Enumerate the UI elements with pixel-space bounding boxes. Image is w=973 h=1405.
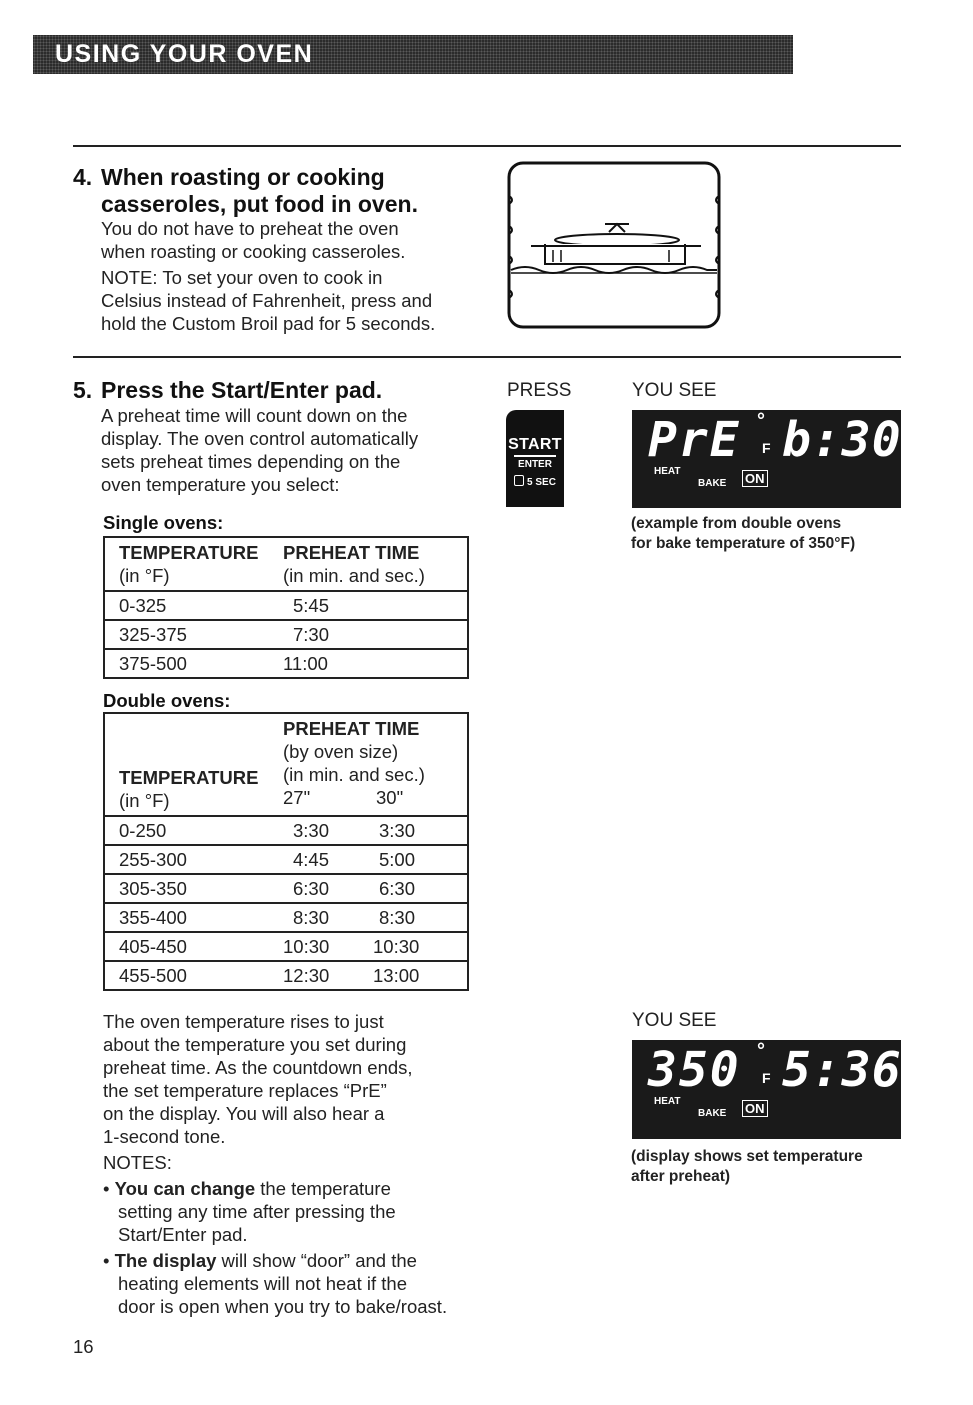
time-27-cell: 3:30 xyxy=(283,816,373,845)
display-degree: ° xyxy=(757,410,765,432)
temp-cell: 455-500 xyxy=(104,961,283,990)
bullet-icon: • xyxy=(103,1250,110,1271)
caption-line: after preheat) xyxy=(631,1168,731,1185)
temp-cell: 375-500 xyxy=(104,649,283,678)
step-5-body xyxy=(101,404,418,496)
time-cell: 5:45 xyxy=(283,591,468,620)
display-left-digits: PrE xyxy=(648,412,741,468)
header-temperature: TEMPERATURE xyxy=(119,542,259,563)
size-27-label: 27" xyxy=(283,787,311,808)
step-5-body-line: sets preheat times depending on the xyxy=(101,451,401,472)
time-27-cell: 8:30 xyxy=(283,903,373,932)
time-27-cell: 6:30 xyxy=(283,874,373,903)
single-ovens-table xyxy=(103,536,469,679)
header-oven-size: (by oven size) xyxy=(283,741,399,762)
table-row xyxy=(104,961,468,990)
pad-lock-row xyxy=(506,475,564,488)
note-1-line: setting any time after pressing the xyxy=(118,1201,396,1222)
time-30-cell: 8:30 xyxy=(373,903,468,932)
header-cell-preheat-time xyxy=(283,713,468,816)
note-2-line: heating elements will not heat if the xyxy=(118,1273,407,1294)
step-5-title: Press the Start/Enter pad. xyxy=(101,377,383,403)
pad-divider xyxy=(514,455,556,457)
pad-sec-label: 5 SEC xyxy=(527,477,556,488)
header-preheat-time: PREHEAT TIME xyxy=(283,718,420,739)
display-degree: ° xyxy=(757,1040,765,1062)
display-heat-indicator: HEAT xyxy=(654,1096,681,1107)
note-line: To set your oven to cook in xyxy=(157,267,383,288)
after-text-line: the set temperature replaces “PrE” xyxy=(103,1080,387,1101)
time-27-cell: 4:45 xyxy=(283,845,373,874)
oven-size-labels xyxy=(283,786,467,809)
header-cell-preheat-time xyxy=(283,537,468,591)
note-2-text: will show “door” and the xyxy=(216,1250,417,1271)
bullet-icon: • xyxy=(103,1178,110,1199)
display-on-indicator: ON xyxy=(742,1100,768,1117)
start-enter-pad[interactable] xyxy=(506,410,564,507)
table-row xyxy=(104,932,468,961)
display-bake-indicator: BAKE xyxy=(698,478,727,489)
note-2-line: door is open when you try to bake/roast. xyxy=(118,1296,448,1317)
time-30-cell: 3:30 xyxy=(373,816,468,845)
temp-cell: 0-250 xyxy=(104,816,283,845)
display-right-digits: b:30 xyxy=(782,412,902,468)
display-left-digits: 350 xyxy=(648,1042,741,1098)
table-row xyxy=(104,591,468,620)
note-line: hold the Custom Broil pad for 5 seconds. xyxy=(101,313,436,334)
table-header-row xyxy=(104,713,468,816)
step-4-title-line2: casseroles, put food in oven. xyxy=(101,191,418,217)
header-temperature-unit: (in °F) xyxy=(119,790,170,811)
step-4-number: 4. xyxy=(73,164,93,190)
header-cell-temperature xyxy=(104,713,283,816)
display-2-caption xyxy=(631,1147,863,1187)
temp-cell: 305-350 xyxy=(104,874,283,903)
step-5-body-line: A preheat time will count down on the xyxy=(101,405,408,426)
note-line: Celsius instead of Fahrenheit, press and xyxy=(101,290,433,311)
note-1-bold: You can change xyxy=(114,1178,256,1199)
display-f: F xyxy=(762,1070,771,1086)
step-5-body-line: display. The oven control automatically xyxy=(101,428,419,449)
section-header-bar xyxy=(33,35,793,74)
header-preheat-time-unit: (in min. and sec.) xyxy=(283,764,425,785)
you-see-label-2: YOU SEE xyxy=(632,1010,717,1031)
after-text-line: about the temperature you set during xyxy=(103,1034,407,1055)
oven-casserole-illustration xyxy=(505,160,725,332)
note-1-line: Start/Enter pad. xyxy=(118,1224,248,1245)
caption-line: (example from double ovens xyxy=(631,515,842,532)
table-row xyxy=(104,649,468,678)
single-ovens-heading: Single ovens: xyxy=(103,512,224,533)
press-label: PRESS xyxy=(507,380,572,401)
caption-line: for bake temperature of 350°F) xyxy=(631,535,856,552)
double-ovens-table xyxy=(103,712,469,991)
time-cell: 7:30 xyxy=(283,620,468,649)
time-cell: 11:00 xyxy=(283,649,468,678)
header-preheat-time: PREHEAT TIME xyxy=(283,542,420,563)
time-27-cell: 12:30 xyxy=(283,961,373,990)
header-temperature-unit: (in °F) xyxy=(119,565,170,586)
note-1 xyxy=(103,1177,447,1200)
temp-cell: 255-300 xyxy=(104,845,283,874)
after-text-line: 1-second tone. xyxy=(103,1126,226,1147)
double-ovens-heading: Double ovens: xyxy=(103,690,231,711)
page-number: 16 xyxy=(73,1336,94,1357)
after-preheat-text xyxy=(103,1010,447,1318)
pad-start-label: START xyxy=(508,436,562,453)
table-row xyxy=(104,874,468,903)
note-2 xyxy=(103,1249,447,1272)
step-5-body-line: oven temperature you select: xyxy=(101,474,340,495)
table-row xyxy=(104,816,468,845)
step-4-note xyxy=(101,266,435,289)
step-4-title-line1: When roasting or cooking xyxy=(101,164,385,190)
you-see-label-1: YOU SEE xyxy=(632,380,717,401)
after-text-line: The oven temperature rises to just xyxy=(103,1011,384,1032)
time-30-cell: 13:00 xyxy=(373,961,468,990)
temp-cell: 0-325 xyxy=(104,591,283,620)
table-row xyxy=(104,845,468,874)
time-30-cell: 5:00 xyxy=(373,845,468,874)
note-label: NOTE: xyxy=(101,267,158,288)
step-4-body xyxy=(101,217,435,335)
after-text-line: on the display. You will also hear a xyxy=(103,1103,385,1124)
display-on-indicator: ON xyxy=(742,470,768,487)
step-5-number: 5. xyxy=(73,377,93,403)
time-30-cell: 10:30 xyxy=(373,932,468,961)
oven-display-set-temperature xyxy=(632,1040,901,1139)
lock-icon xyxy=(514,475,524,486)
caption-line: (display shows set temperature xyxy=(631,1148,863,1165)
header-cell-temperature xyxy=(104,537,283,591)
header-preheat-time-unit: (in min. and sec.) xyxy=(283,565,425,586)
divider-top xyxy=(73,145,901,147)
temp-cell: 405-450 xyxy=(104,932,283,961)
temp-cell: 325-375 xyxy=(104,620,283,649)
header-temperature: TEMPERATURE xyxy=(119,767,259,788)
temp-cell: 355-400 xyxy=(104,903,283,932)
note-2-bold: The display xyxy=(114,1250,217,1271)
time-30-cell: 6:30 xyxy=(373,874,468,903)
after-text-line: preheat time. As the countdown ends, xyxy=(103,1057,413,1078)
display-bake-indicator: BAKE xyxy=(698,1108,727,1119)
display-1-caption xyxy=(631,514,855,554)
time-27-cell: 10:30 xyxy=(283,932,373,961)
note-1-text: the temperature xyxy=(255,1178,391,1199)
table-row xyxy=(104,903,468,932)
display-f: F xyxy=(762,440,771,456)
section-title: USING YOUR OVEN xyxy=(55,40,314,68)
table-header-row xyxy=(104,537,468,591)
pad-enter-label: ENTER xyxy=(518,459,552,470)
divider-middle xyxy=(73,356,901,358)
step-4-body-line: when roasting or cooking casseroles. xyxy=(101,241,406,262)
display-right-digits: 5:36 xyxy=(782,1042,902,1098)
oven-display-preheat xyxy=(632,410,901,508)
notes-label: NOTES: xyxy=(103,1152,172,1173)
table-row xyxy=(104,620,468,649)
step-4-body-line: You do not have to preheat the oven xyxy=(101,218,399,239)
display-heat-indicator: HEAT xyxy=(654,466,681,477)
size-30-label: 30" xyxy=(376,787,404,808)
